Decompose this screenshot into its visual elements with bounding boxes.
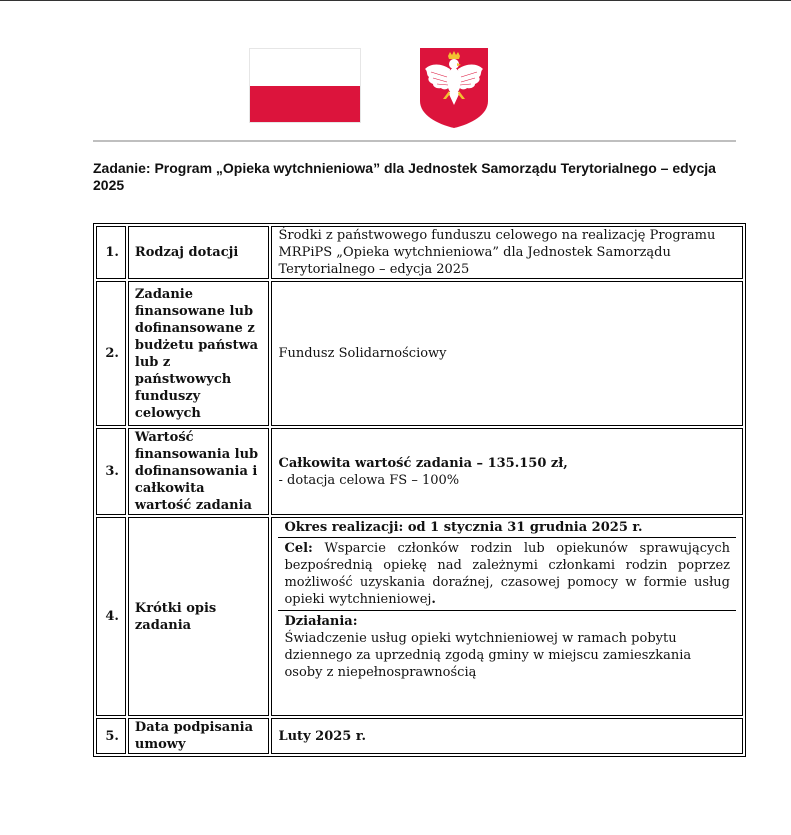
document-title: Zadanie: Program „Opieka wytchnieniowa” dla Jednostek Samorządu Terytorialnego – edycja 2025 <box>93 160 716 193</box>
row-number: 5. <box>96 718 126 754</box>
row-number: 1. <box>96 226 126 279</box>
total-value: Całkowita wartość zadania – 135.150 zł, <box>278 455 568 471</box>
task-goal <box>278 538 736 611</box>
row-label: Wartość finansowania lub dofinansowania i całkowita wartość zadania <box>128 428 270 515</box>
goal-label: Cel: <box>284 541 313 556</box>
realization-period: Okres realizacji: od 1 stycznia 31 grudnia 2025 r. <box>278 518 736 538</box>
row-label: Zadanie finansowane lub dofinansowane z budżetu państwa lub z państwowych funduszy celowych <box>128 281 270 426</box>
row-content: Luty 2025 r. <box>271 718 743 754</box>
row-content: Fundusz Solidarnościowy <box>271 281 743 426</box>
actions-text: Świadczenie usług opieki wytchnieniowej w ramach pobytu dziennego za uprzednią zgodą gminy w miejscu zamieszkania osoby z niepełnosprawnością <box>284 631 692 680</box>
row-label: Rodzaj dotacji <box>128 226 270 279</box>
row-number: 3. <box>96 428 126 515</box>
goal-text: Wsparcie członków rodzin lub opiekunów sprawujących bezpośrednią opiekę nad zależnymi członkami rodzin poprzez możliwość uzyskania doraźnej, czasowej pomocy w formie usług opieki wytchnieniowej <box>284 541 730 607</box>
top-border-line <box>0 0 791 1</box>
row-content <box>271 428 743 515</box>
polish-flag <box>249 48 361 123</box>
goal-end: . <box>431 592 436 607</box>
row-number: 2. <box>96 281 126 426</box>
table-row <box>96 718 743 754</box>
table-row <box>96 281 743 426</box>
actions-label: Działania: <box>284 614 358 629</box>
row-content: Środki z państwowego funduszu celowego na realizację Programu MRPiPS „Opieka wytchnieniowa” dla Jednostek Samorządu Terytorialnego – edycja 2025 <box>271 226 743 279</box>
task-description-subtable <box>278 518 736 715</box>
row-label: Data podpisania umowy <box>128 718 270 754</box>
row-label: Krótki opis zadania <box>128 517 270 716</box>
table-row <box>96 226 743 279</box>
grant-info-table <box>93 223 746 757</box>
flag-white-stripe <box>250 49 360 86</box>
polish-eagle-emblem-icon <box>419 47 489 129</box>
flag-red-stripe <box>250 86 360 123</box>
table-row <box>96 428 743 515</box>
table-row <box>96 517 743 716</box>
header-separator <box>93 140 736 142</box>
grant-share: - dotacja celowa FS – 100% <box>278 472 460 488</box>
row-number: 4. <box>96 517 126 716</box>
task-actions <box>278 611 736 716</box>
task-description-cell <box>271 517 743 716</box>
